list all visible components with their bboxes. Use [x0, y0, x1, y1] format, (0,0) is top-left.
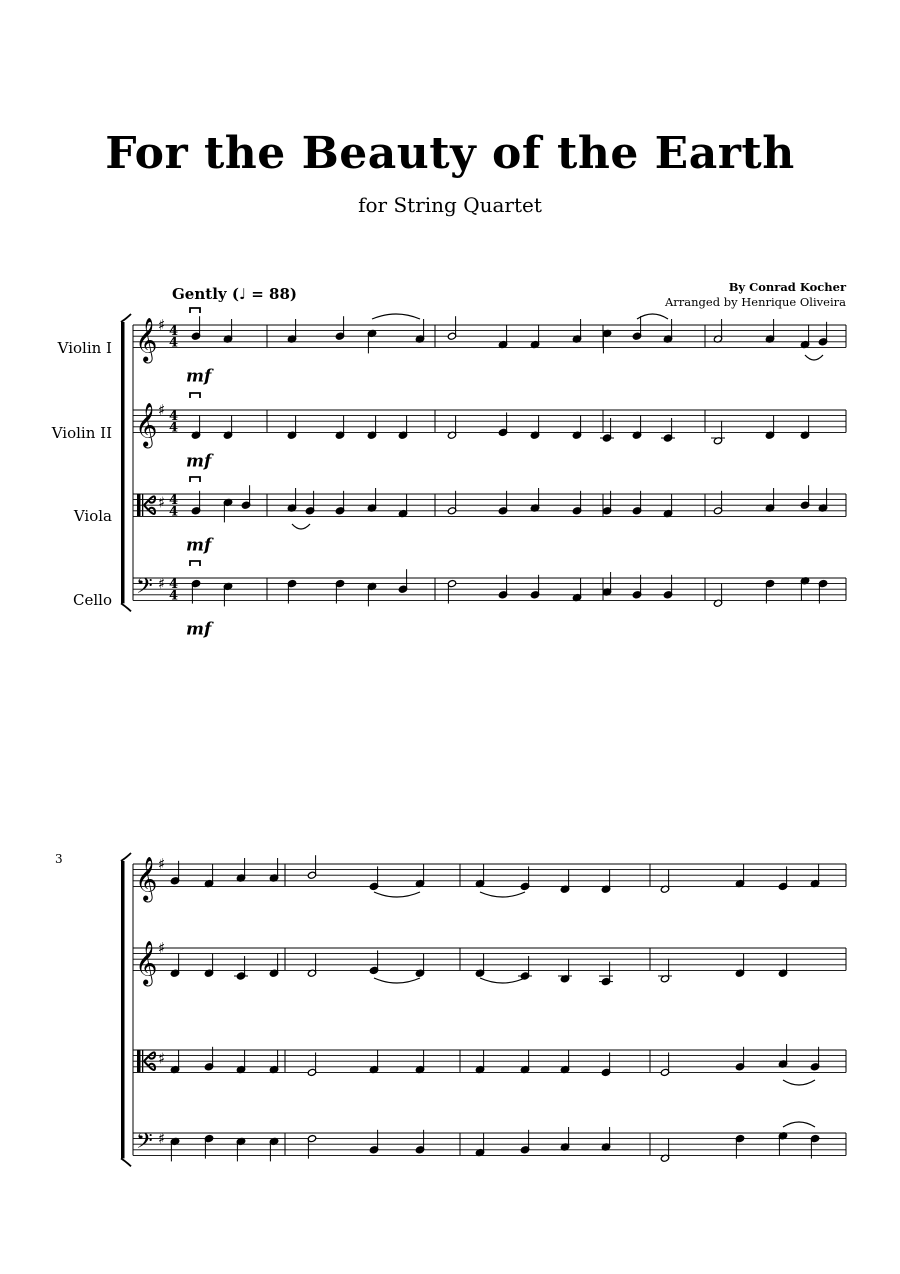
tempo-label: Gently: [172, 285, 227, 303]
slur: [480, 978, 525, 983]
slur: [374, 978, 420, 983]
down-bow-icon: [190, 561, 200, 566]
system-bracket: [121, 853, 131, 861]
treble-clef-icon: 𝄞: [135, 856, 158, 901]
sharp-icon: ♯: [158, 316, 166, 334]
slur: [805, 355, 823, 360]
slur: [292, 524, 310, 529]
composer-credit: By Conrad Kocher: [728, 280, 846, 294]
time-signature: 4: [169, 335, 179, 351]
dynamic-marking: mf: [186, 366, 212, 387]
system-bracket: [121, 861, 125, 1158]
slur: [783, 1080, 815, 1085]
sharp-icon: ♯: [158, 574, 166, 593]
instrument-label-violin-2: Violin II: [51, 424, 112, 442]
dynamic-marking: mf: [186, 619, 212, 640]
down-bow-icon: [190, 477, 200, 482]
slur: [637, 314, 668, 319]
slur: [372, 314, 420, 319]
treble-clef-icon: 𝄞: [135, 317, 158, 362]
treble-clef-icon: 𝄞: [135, 940, 158, 985]
down-bow-icon: [190, 393, 200, 398]
quarter-note-icon: ♩: [238, 285, 247, 303]
slur: [783, 1122, 815, 1127]
tempo-equals: = 88): [251, 285, 298, 303]
time-signature: 4: [169, 324, 179, 340]
instrument-label-viola: Viola: [73, 507, 112, 525]
time-signature: 4: [169, 409, 179, 425]
dynamic-marking: mf: [186, 451, 212, 472]
time-signature: 4: [169, 420, 179, 436]
slur: [480, 892, 525, 897]
dynamic-marking: mf: [186, 535, 212, 556]
system-bracket: [121, 314, 131, 322]
time-signature: 4: [169, 577, 179, 593]
time-signature: 4: [169, 504, 179, 520]
sharp-icon: ♯: [158, 1049, 166, 1068]
system-bracket: [121, 1158, 131, 1166]
sharp-icon: ♯: [158, 1129, 166, 1148]
alto-clef-icon: [137, 1050, 141, 1072]
sharp-icon: ♯: [158, 401, 166, 419]
score-title: For the Beauty of the Earth: [105, 128, 795, 179]
treble-clef-icon: 𝄞: [135, 402, 158, 447]
sharp-icon: ♯: [158, 939, 166, 957]
bass-clef-icon: 𝄢: [136, 573, 153, 604]
score-subtitle: for String Quartet: [358, 193, 542, 217]
bass-clef-icon: 𝄢: [136, 1128, 153, 1159]
sharp-icon: ♯: [158, 493, 166, 512]
arranger-credit: Arranged by Henrique Oliveira: [664, 295, 846, 309]
instrument-label-cello: Cello: [73, 591, 112, 609]
alto-clef-icon: [142, 1050, 143, 1072]
alto-clef-icon: [137, 494, 141, 516]
measure-number: 3: [55, 852, 63, 866]
tempo-open-paren: (: [231, 285, 239, 303]
time-signature: 4: [169, 493, 179, 509]
system-bracket: [121, 603, 131, 611]
slur: [374, 892, 420, 897]
instrument-label-violin-1: Violin I: [57, 339, 112, 357]
sharp-icon: ♯: [158, 855, 166, 873]
time-signature: 4: [169, 588, 179, 604]
system-bracket: [121, 322, 125, 603]
down-bow-icon: [190, 308, 200, 313]
alto-clef-icon: [142, 494, 143, 516]
